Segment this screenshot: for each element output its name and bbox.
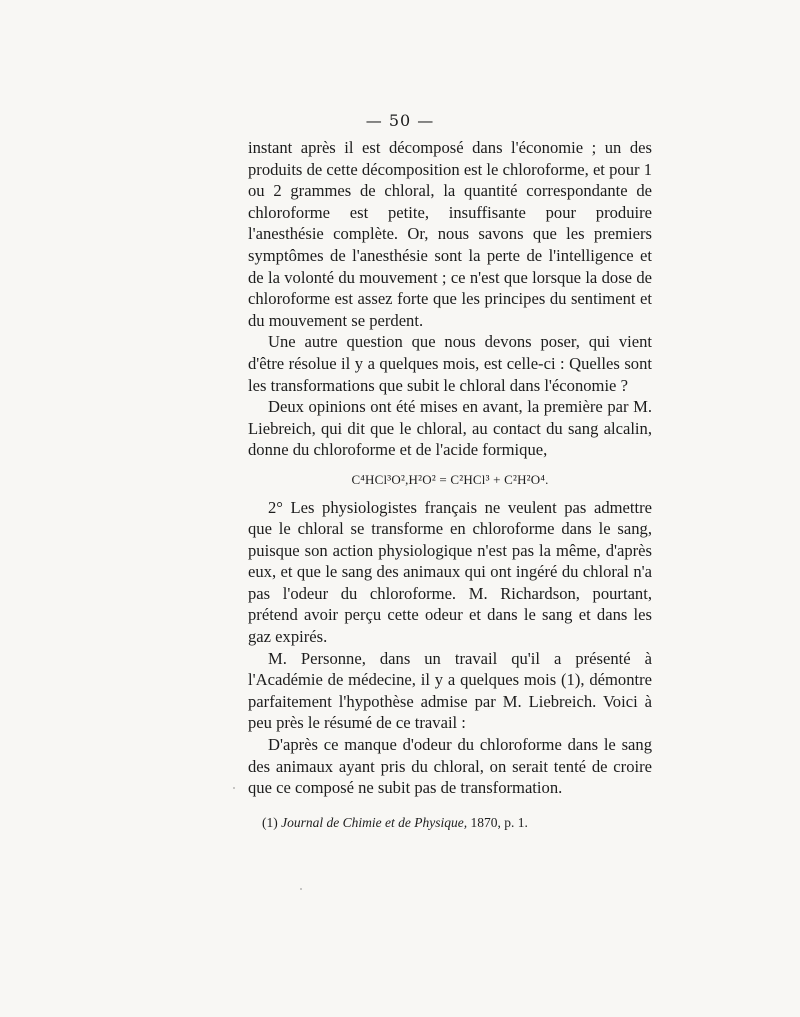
footnote-citation: 1870, p. 1. (470, 815, 528, 830)
paper-speck (233, 787, 235, 789)
paragraph: M. Personne, dans un travail qu'il a présenté à l'Académie de médecine, il y a quelques mois (1), démontre parfaitement l'hypothèse admise par M. Liebreich. Voici à peu près le résumé de ce travail : (248, 648, 652, 733)
paragraph: 2° Les physiologistes français ne veulent pas admettre que le chloral se transforme en chloroforme dans le sang, puisque son action physiologique n'est pas la même, d'après eux, et que le sang des animaux qui ont ingéré du chloral n'a pas l'odeur du chloroforme. M. Richardson, pourtant, prétend avoir perçu cette odeur et dans le sang et dans les gaz expirés. (248, 497, 652, 647)
paragraph: Deux opinions ont été mises en avant, la première par M. Liebreich, qui dit que le chloral, au contact du sang alcalin, donne du chloroforme et de l'acide formique, (248, 397, 652, 460)
footnote-journal: Journal de Chimie et de Physique, (281, 815, 468, 830)
paragraph: instant après il est décomposé dans l'économie ; un des produits de cette décomposition est le chloroforme, et pour 1 ou 2 grammes de chloral, la quantité correspondante de chloroforme est petite, insuffisante pour produire l'anesthésie complète. Or, nous savons que les premiers symptômes de l'anesthésie sont la perte de l'intelligence et de la volonté du mouvement ; ce n'est que lorsque la dose de chloroforme est assez forte que les principes du sentiment et du mouvement se perdent. (248, 138, 652, 330)
body-text (248, 137, 652, 799)
footnote (262, 814, 652, 832)
footnote-marker: (1) (262, 815, 278, 830)
paper-speck (300, 888, 302, 890)
paragraph: D'après ce manque d'odeur du chloroforme dans le sang des animaux ayant pris du chloral, on serait tenté de croire que ce composé ne subit pas de transformation. (248, 735, 652, 798)
page-number: — 50 — (365, 111, 435, 130)
chemical-formula: C⁴HCl³O²,H²O² = C²HCl³ + C²H²O⁴. (351, 471, 549, 487)
show-through-line (660, 180, 702, 196)
paragraph: Une autre question que nous devons poser, qui vient d'être résolue il y a quelques mois, est celle-ci : Quelles sont les transformations que subit le chloral dans l'économie ? (248, 332, 652, 395)
